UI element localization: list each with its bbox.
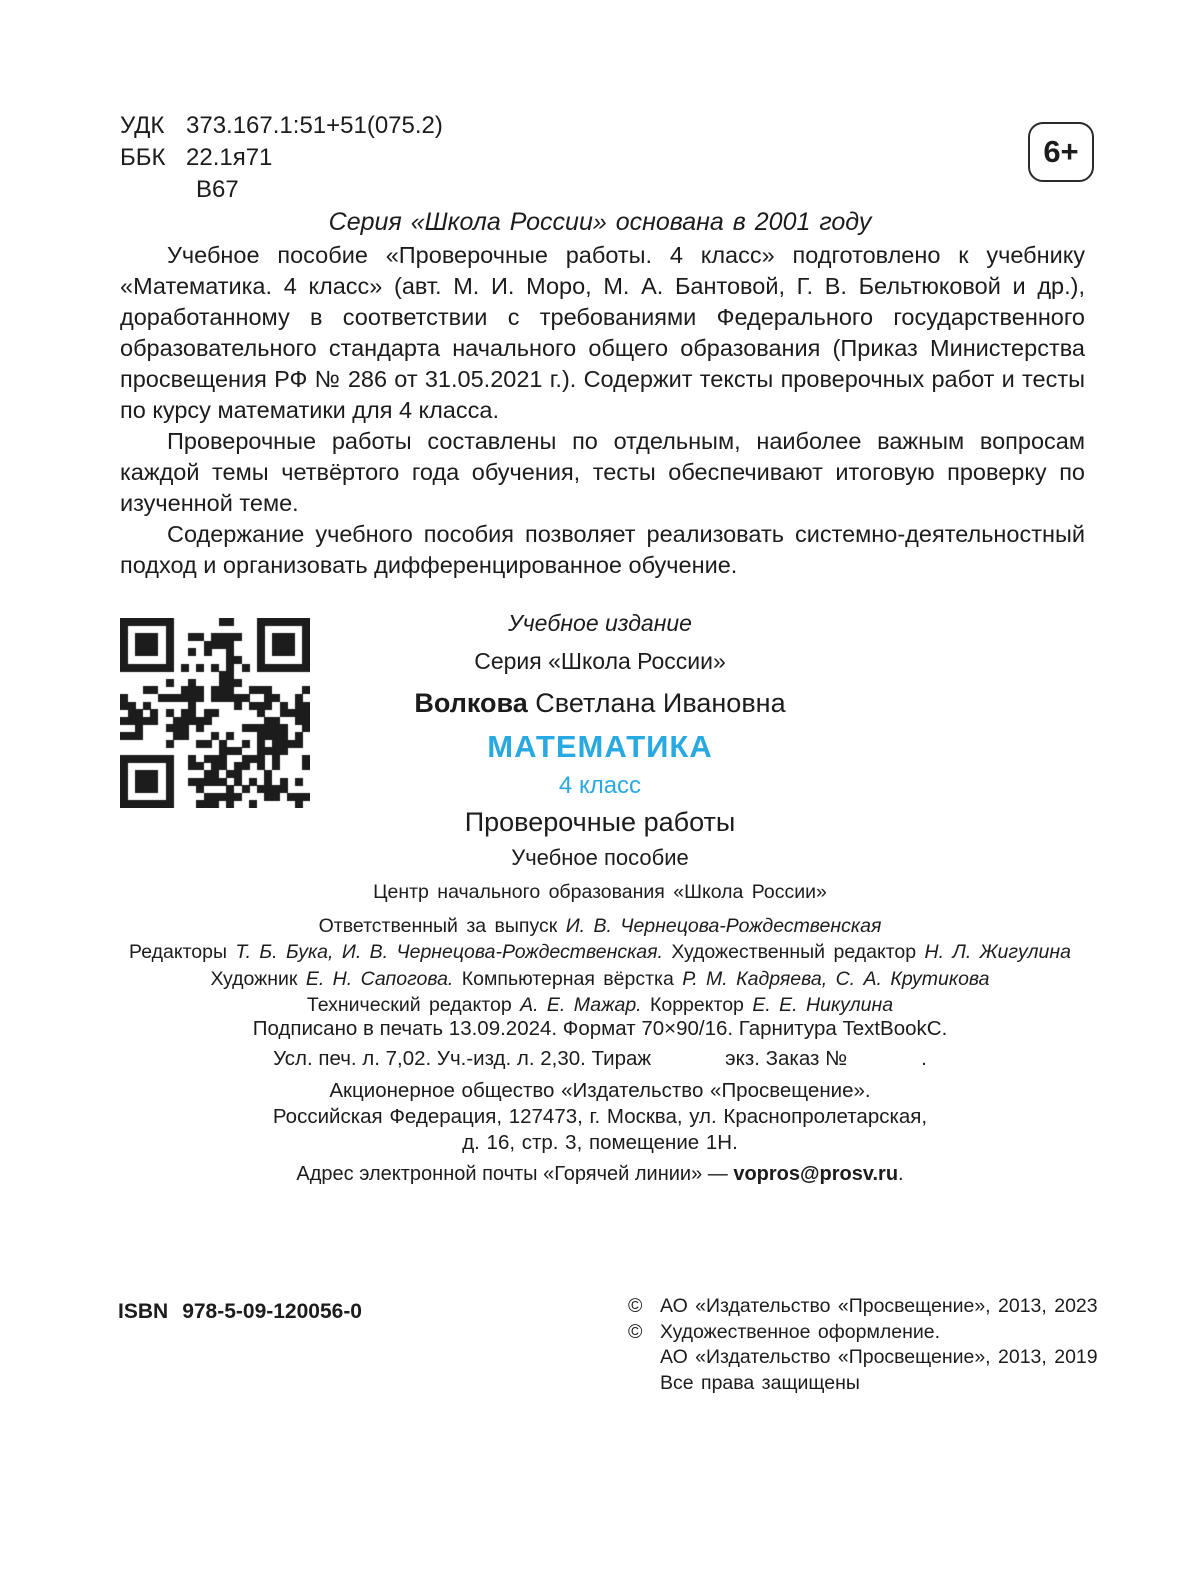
book-subtitle: Проверочные работы xyxy=(464,807,736,837)
edition-type: Учебное пособие xyxy=(511,845,689,870)
publisher-line-2: Российская Федерация, 127473, г. Москва, ул. Краснопролетарская, xyxy=(272,1105,928,1128)
bbk-row xyxy=(120,142,443,174)
copyright-icon: © xyxy=(628,1295,643,1317)
copyright-line-2: Художественное оформление. xyxy=(660,1320,941,1343)
copyright-line-4: Все права защищены xyxy=(660,1371,860,1394)
copyright-line-3: АО «Издательство «Просвещение», 2013, 2019 xyxy=(660,1346,1098,1368)
publisher-line-1: Акционерное общество «Издательство «Просвещение». xyxy=(329,1079,871,1102)
book-grade: 4 класс xyxy=(558,772,642,799)
bbk-label: ББК xyxy=(120,144,166,171)
layout-label: Компьютерная вёрстка xyxy=(453,967,683,990)
copyright-icon: © xyxy=(628,1320,643,1343)
tech-editor-name: А. Е. Мажар. xyxy=(520,994,642,1016)
isbn-label: ISBN xyxy=(118,1300,169,1323)
catalog-codes xyxy=(120,110,443,206)
publisher-address xyxy=(0,1078,1200,1156)
copyright-line-1: АО «Издательство «Просвещение», 2013, 2023 xyxy=(660,1295,1098,1317)
annotation-paragraph: Проверочные работы составлены по отдельным, наиболее важным вопросам каждой темы четвёртого года обучения, тесты обеспечивают итоговую проверку по изученной теме. xyxy=(120,428,1085,516)
age-rating-badge: 6+ xyxy=(1028,122,1094,182)
editors-label: Редакторы xyxy=(129,941,236,963)
hotline-period: . xyxy=(898,1163,904,1185)
author-sign-row xyxy=(120,174,443,206)
credits-editors xyxy=(0,939,1200,966)
book-title: МАТЕМАТИКА xyxy=(487,729,713,764)
author-given-names: Светлана Ивановна xyxy=(527,688,786,718)
author-surname: Волкова xyxy=(414,688,528,718)
author-name xyxy=(0,688,1200,719)
author-sign: В67 xyxy=(196,176,239,203)
responsible-name: И. В. Чернецова-Рождественская xyxy=(565,914,882,937)
copyright-block xyxy=(628,1294,1098,1396)
edition-block xyxy=(0,610,1200,871)
editors-names: Т. Б. Бука, И. В. Чернецова-Рождественская. xyxy=(235,941,663,963)
artist-label: Художник xyxy=(210,967,306,990)
art-editor-name: Н. Л. Жигулина xyxy=(924,941,1071,963)
printing-line-2: Усл. печ. л. 7,02. Уч.-изд. л. 2,30. Тираж экз. Заказ № . xyxy=(273,1047,927,1070)
layout-names: Р. М. Кадряева, С. А. Крутикова xyxy=(682,967,990,990)
annotation-block xyxy=(120,240,1085,581)
copyright-spacer xyxy=(628,1371,648,1397)
printing-line-1: Подписано в печать 13.09.2024. Формат 70×90/16. Гарнитура TextBookC. xyxy=(252,1017,948,1040)
hotline-email: vopros@prosv.ru xyxy=(733,1163,899,1185)
responsible-label: Ответственный за выпуск xyxy=(318,914,566,937)
copyright-spacer xyxy=(628,1345,648,1371)
edition-kind: Учебное издание xyxy=(508,610,692,636)
udk-label: УДК xyxy=(120,112,165,139)
udk-row xyxy=(120,110,443,142)
isbn-value: 978-5-09-120056-0 xyxy=(182,1300,362,1323)
series-note: Серия «Школа России» основана в 2001 году xyxy=(328,208,872,236)
proofreader-name: Е. Е. Никулина xyxy=(752,994,894,1016)
credits-block xyxy=(0,879,1200,1019)
udk-value: 373.167.1:51+51(075.2) xyxy=(186,112,443,139)
edition-series: Серия «Школа России» xyxy=(474,648,726,674)
proofreader-label: Корректор xyxy=(641,994,753,1016)
hotline-label: Адрес электронной почты «Горячей линии» — xyxy=(296,1163,734,1185)
annotation-paragraph: Учебное пособие «Проверочные работы. 4 класс» подготовлено к учебнику «Математика. 4 класс» (авт. М. И. Моро, М. А. Бантовой, Г. В. Бельтюковой и др.), доработанному в соответствии с требованиями Федерального государственного образовательного стандарта начального общего образования (Приказ Министерства просвещения РФ № 286 от 31.05.2021 г.). Содержит тексты проверочных работ и тесты по курсу математики для 4 класса. xyxy=(120,242,1085,423)
credits-responsible xyxy=(0,913,1200,940)
printing-info xyxy=(0,1014,1200,1074)
art-editor-label: Художественный редактор xyxy=(662,941,925,963)
annotation-paragraph: Содержание учебного пособия позволяет реализовать системно-деятельностный подход и организовать дифференцированное обучение. xyxy=(120,521,1085,578)
publisher-line-3: д. 16, стр. 3, помещение 1Н. xyxy=(462,1131,738,1154)
bbk-value: 22.1я71 xyxy=(186,144,273,171)
isbn xyxy=(118,1300,362,1324)
tech-editor-label: Технический редактор xyxy=(306,994,521,1016)
artist-name: Е. Н. Сапогова. xyxy=(305,967,454,990)
credits-center: Центр начального образования «Школа России» xyxy=(373,881,827,903)
credits-artist xyxy=(0,966,1200,993)
hotline-email-line xyxy=(0,1163,1200,1186)
